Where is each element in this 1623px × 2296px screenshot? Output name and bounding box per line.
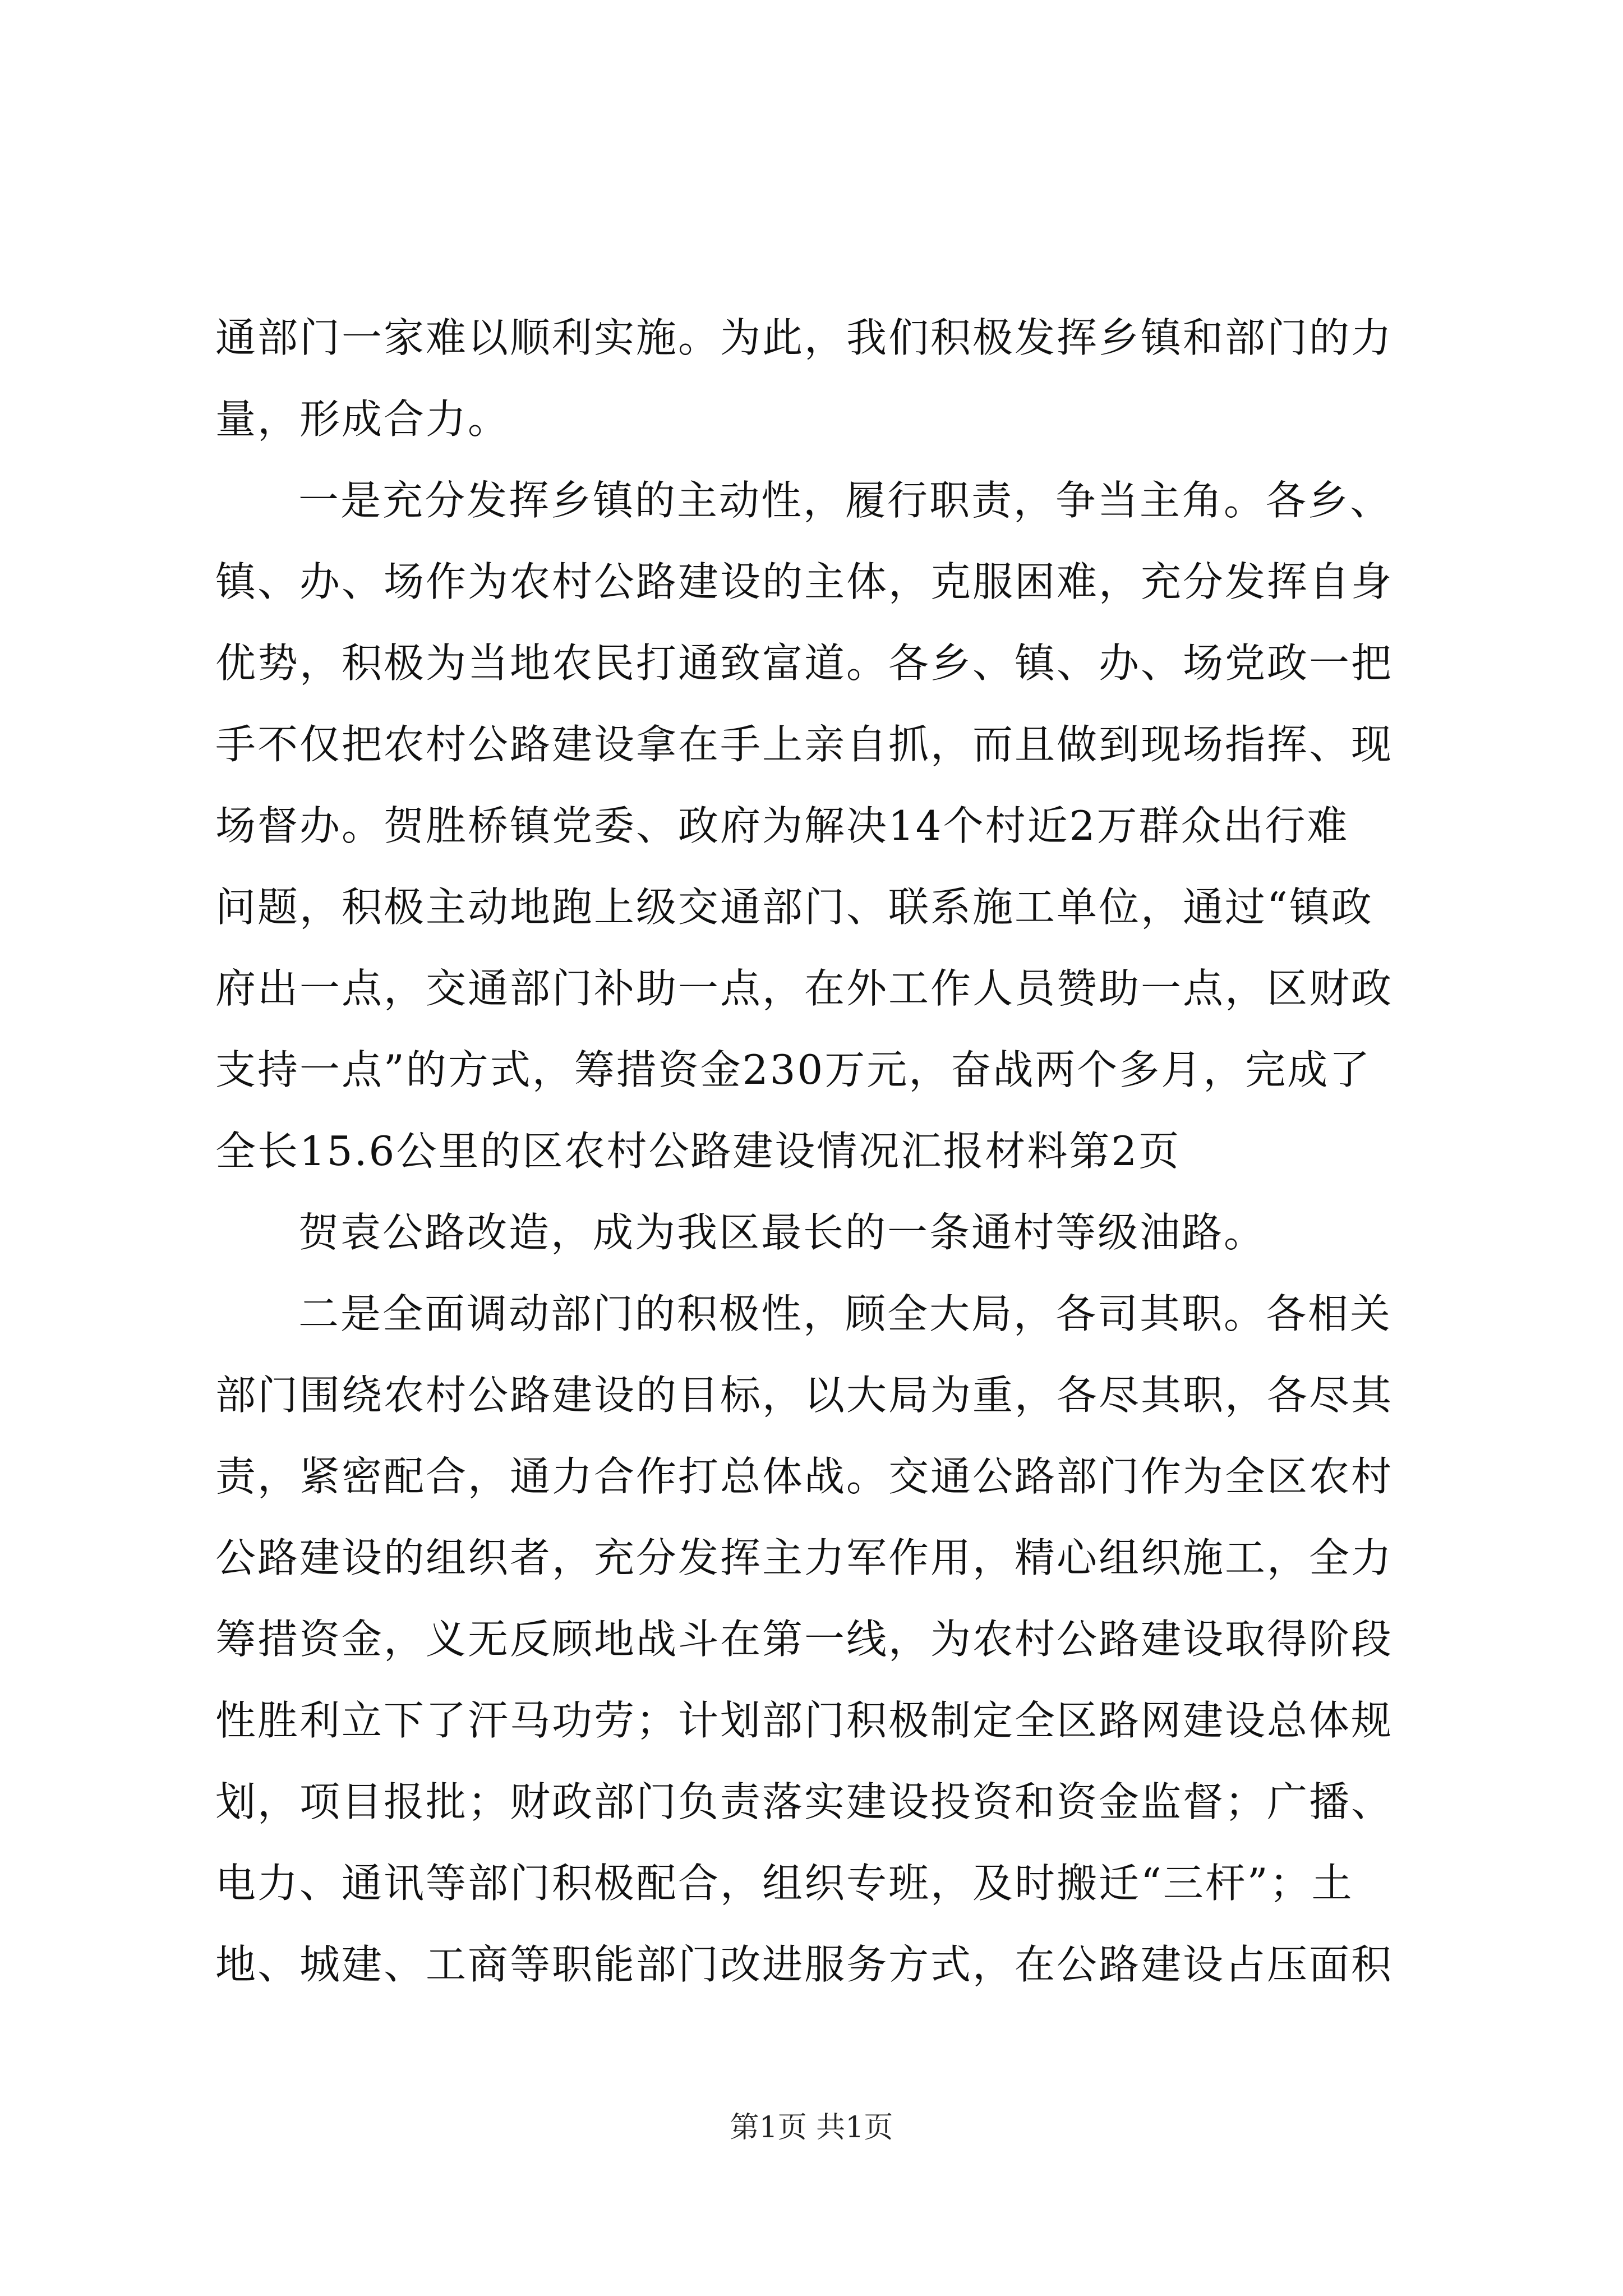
page-footer: 第1页 共1页 bbox=[730, 2111, 893, 2145]
text-line: 镇、办、场作为农村公路建设的主体，克服困难，充分发挥自身 bbox=[215, 558, 1394, 605]
text-line: 性胜利立下了汗马功劳；计划部门积极制定全区路网建设总体规 bbox=[215, 1697, 1394, 1744]
text-line: 全长15.6公里的区农村公路建设情况汇报材料第2页 bbox=[215, 1128, 1181, 1175]
text-line: 筹措资金，义无反顾地战斗在第一线，为农村公路建设取得阶段 bbox=[215, 1616, 1394, 1663]
text-line: 问题，积极主动地跑上级交通部门、联系施工单位，通过“镇政 bbox=[215, 884, 1373, 931]
text-line: 电力、通讯等部门积极配合，组织专班，及时搬迁“三杆”；土 bbox=[215, 1860, 1354, 1907]
text-line: 部门围绕农村公路建设的目标，以大局为重，各尽其职，各尽其 bbox=[215, 1372, 1394, 1419]
text-line: 手不仅把农村公路建设拿在手上亲自抓，而且做到现场指挥、现 bbox=[215, 721, 1394, 768]
text-line: 公路建设的组织者，充分发挥主力军作用，精心组织施工，全力 bbox=[215, 1534, 1394, 1581]
text-line: 场督办。贺胜桥镇党委、政府为解决14个村近2万群众出行难 bbox=[215, 802, 1349, 849]
text-line: 地、城建、工商等职能部门改进服务方式，在公路建设占压面积 bbox=[215, 1941, 1394, 1988]
text-line: 支持一点”的方式，筹措资金230万元，奋战两个多月，完成了 bbox=[215, 1046, 1372, 1093]
text-line: 量，形成合力。 bbox=[215, 395, 510, 443]
text-line: 划，项目报批；财政部门负责落实建设投资和资金监督；广播、 bbox=[215, 1778, 1394, 1825]
text-line: 二是全面调动部门的积极性，顾全大局，各司其职。各相关 bbox=[298, 1290, 1393, 1337]
text-line: 通部门一家难以顺利实施。为此，我们积极发挥乡镇和部门的力 bbox=[215, 314, 1394, 361]
text-line: 府出一点，交通部门补助一点，在外工作人员赞助一点，区财政 bbox=[215, 965, 1394, 1012]
text-line: 贺袁公路改造，成为我区最长的一条通村等级油路。 bbox=[298, 1209, 1266, 1256]
text-line: 优势，积极为当地农民打通致富道。各乡、镇、办、场党政一把 bbox=[215, 639, 1394, 687]
text-line: 责，紧密配合，通力合作打总体战。交通公路部门作为全区农村 bbox=[215, 1453, 1394, 1500]
text-line: 一是充分发挥乡镇的主动性，履行职责，争当主角。各乡、 bbox=[298, 477, 1393, 524]
body-text bbox=[215, 297, 1427, 2005]
